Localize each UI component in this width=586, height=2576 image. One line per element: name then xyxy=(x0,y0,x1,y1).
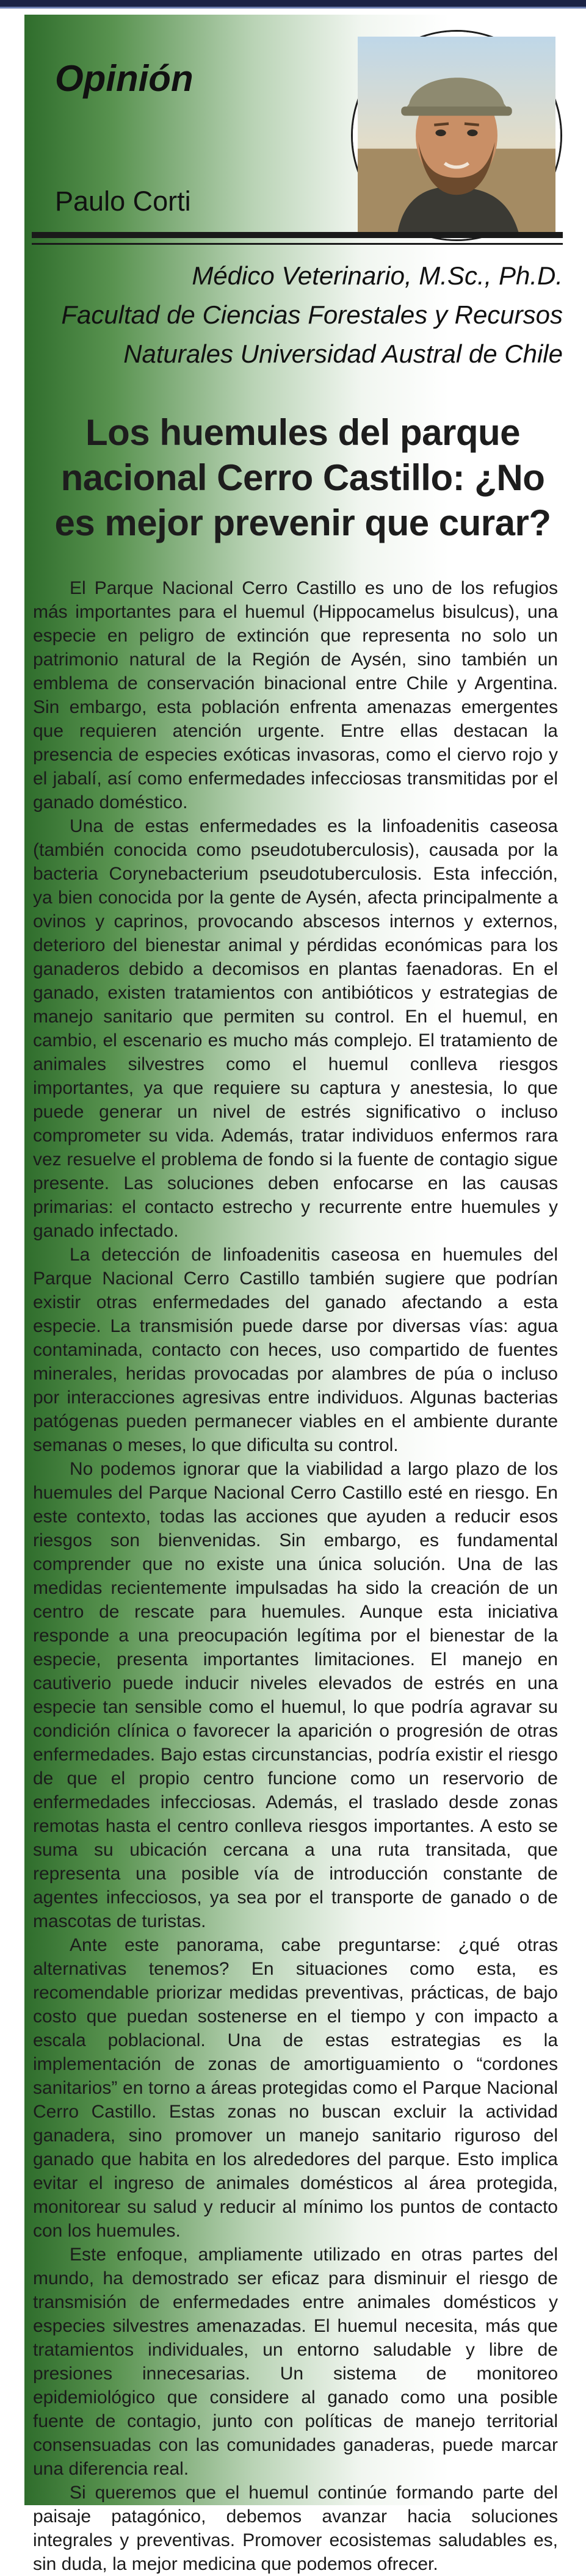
article-title: Los huemules del parque nacional Cerro Castillo: ¿No es mejor prevenir que curar? xyxy=(54,412,551,543)
credential-university: Naturales Universidad Austral de Chile xyxy=(123,339,563,368)
paragraph: Una de estas enfermedades es la linfoadenitis caseosa (también conocida como pseudotuberculosis), causada por la bacteria Corynebacterium pseudotuberculosis. Esta infección, ya bien conocida por la gente de Aysén, afecta principalmente a ovinos y caprinos, provocando abscesos internos y externos, deterioro del bienestar animal y pérdidas económicas para los ganaderos debido a decomisos en plantas faenadoras. En el ganado, existen tratamientos con antibióticos y estrategias de manejo sanitario que permiten su control. En el huemul, en cambio, el escenario es mucho más complejo. El tratamiento de animales silvestres como el huemul conlleva riesgos importantes, ya que requiere su captura y anestesia, lo que puede generar un nivel de estrés significativo o incluso comprometer su vida. Además, tratar individuos enfermos rara vez resuelve el problema de fondo si la fuente de contagio sigue presente. Las soluciones deben enfocarse en las causas primarias: el contacto estrecho y recurrente entre huemules y ganado infectado. xyxy=(33,816,558,1241)
author-credentials xyxy=(61,256,563,374)
paragraph: Este enfoque, ampliamente utilizado en otras partes del mundo, ha demostrado ser eficaz para disminuir el riesgo de transmisión de enfermedades entre animales domésticos y especies silvestres amenazadas. El huemul necesita, más que tratamientos individuales, un entorno saludable y libre de presiones innecesarias. Un sistema de monitoreo epidemiológico que considere al ganado como una posible fuente de contagio, junto con políticas de manejo territorial consensuadas con las comunidades ganaderas, puede marcar una diferencia real. xyxy=(33,2245,558,2479)
header-rule-thick xyxy=(32,232,563,238)
header-rule-thin xyxy=(32,243,563,245)
article-body xyxy=(33,576,558,2574)
paragraph: Ante este panorama, cabe preguntarse: ¿qué otras alternativas tenemos? En situaciones como esta, es recomendable priorizar medidas preventivas, prácticas, de bajo costo que puedan sostenerse en el tiempo y con impacto a escala poblacional. Una de estas estrategias es la implementación de zonas de amortiguamiento o “cordones sanitarios” en torno a áreas protegidas como el Parque Nacional Cerro Castillo. Estas zonas no buscan excluir la actividad ganadera, sino promover un manejo sanitario riguroso del ganado que habita en los alrededores del parque. Esto implica evitar el ingreso de animales domésticos al área protegida, monitorear su salud y reducir al mínimo los puntos de contacto con los huemules. xyxy=(33,1935,558,2241)
paragraph: La detección de linfoadenitis caseosa en huemules del Parque Nacional Cerro Castillo también sugiere que podrían existir otras enfermedades del ganado afectando a esta especie. La transmisión puede darse por diversas vías: agua contaminada, contacto con heces, uso compartido de fuentes minerales, heridas provocadas por alambres de púa o incluso por interacciones agresivas entre individuos. Algunas bacterias patógenas pueden permanecer viables en el ambiente durante semanas o meses, lo que dificulta su control. xyxy=(33,1245,558,1455)
author-name: Paulo Corti xyxy=(55,186,191,217)
paragraph: No podemos ignorar que la viabilidad a largo plazo de los huemules del Parque Nacional Cerro Castillo esté en riesgo. En este contexto, todas las acciones que ayuden a reducir esos riesgos son bienvenidas. Sin embargo, es fundamental comprender que no existe una única solución. Una de las medidas recientemente impulsadas ha sido la creación de un centro de rescate para huemules. Aunque esta iniciativa responde a una preocupación legítima por el bienestar de la especie, presenta importantes limitaciones. El manejo en cautiverio puede inducir niveles elevados de estrés en una especie tan sensible como el huemul, lo que podría agravar su condición clínica o favorecer la aparición o progresión de otras enfermedades. Bajo estas circunstancias, podría existir el riesgo de que el propio centro funcione como un reservorio de enfermedades infecciosas. Además, el traslado desde zonas remotas hasta el centro conlleva riesgos importantes. A esto se suma su ubicación cercana a una ruta transitada, que representa una posible vía de introducción constante de agentes infecciosos, ya sea por el transporte de ganado o de mascotas de turistas. xyxy=(33,1459,558,1931)
credential-degree: Médico Veterinario, M.Sc., Ph.D. xyxy=(192,261,563,290)
paragraph: Si queremos que el huemul continúe formando parte del paisaje patagónico, debemos avanzar hacia soluciones integrales y preventivas. Promover ecosistemas saludables es, sin duda, la mejor medicina que podemos ofrecer. xyxy=(33,2483,558,2574)
credential-faculty: Facultad de Ciencias Forestales y Recursos xyxy=(61,300,563,329)
top-border xyxy=(0,0,586,9)
author-photo xyxy=(353,32,560,239)
paragraph: El Parque Nacional Cerro Castillo es uno de los refugios más importantes para el huemul (Hippocamelus bisulcus), una especie en peligro de extinción que representa no solo un patrimonio natural de la Región de Aysén, sino también un emblema de conservación binacional entre Chile y Argentina. Sin embargo, esta población enfrenta amenazas emergentes que requieren atención urgente. Entre ellas destacan la presencia de especies exóticas invasoras, como el ciervo rojo y el jabalí, así como enfermedades infecciosas transmitidas por el ganado doméstico. xyxy=(33,578,558,812)
section-title: Opinión xyxy=(55,58,194,99)
